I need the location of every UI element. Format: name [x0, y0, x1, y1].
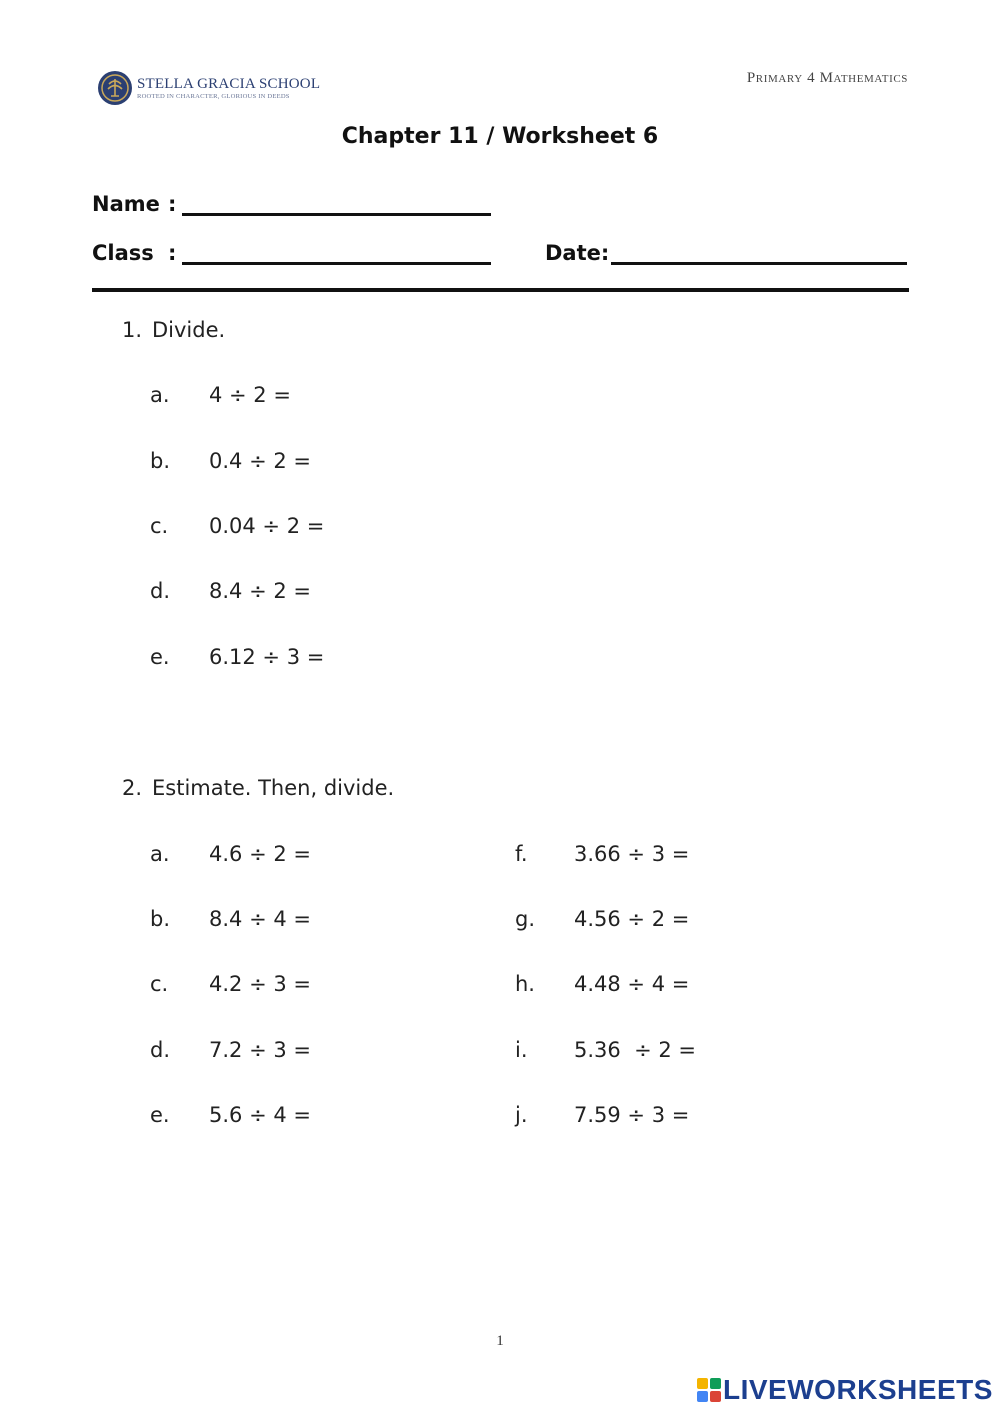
name-input-line[interactable] [182, 213, 491, 216]
liveworksheets-brand[interactable] [697, 1376, 993, 1404]
question-1-heading [122, 318, 225, 342]
item-letter: e. [150, 645, 170, 669]
name-field [92, 192, 502, 224]
school-logo [97, 68, 320, 108]
date-input-line[interactable] [611, 262, 907, 265]
item-expression: 4.56 ÷ 2 = [574, 907, 690, 931]
item-expression: 4.48 ÷ 4 = [574, 972, 690, 996]
item-letter: e. [150, 1103, 170, 1127]
item-expression: 0.04 ÷ 2 = [209, 514, 325, 538]
question-1-instruction: Divide. [152, 318, 226, 342]
school-name: STELLA GRACIA SCHOOL [137, 75, 321, 92]
page-number: 1 [496, 1333, 504, 1349]
item-letter: j. [515, 1103, 528, 1127]
class-field [92, 241, 502, 273]
item-letter: c. [150, 514, 169, 538]
liveworksheets-logo-icon [697, 1378, 721, 1402]
question-2-heading [122, 776, 394, 800]
item-expression: 7.59 ÷ 3 = [574, 1103, 690, 1127]
item-letter: b. [150, 907, 171, 931]
question-1-number: 1. [122, 318, 143, 342]
item-expression: 4 ÷ 2 = [209, 383, 291, 407]
item-letter: c. [150, 972, 169, 996]
item-expression: 8.4 ÷ 2 = [209, 579, 311, 603]
item-expression: 4.2 ÷ 3 = [209, 972, 311, 996]
item-expression: 5.36 ÷ 2 = [574, 1038, 697, 1062]
header-divider [92, 288, 909, 292]
item-letter: a. [150, 383, 170, 407]
brand-text: LIVEWORKSHEETS [723, 1374, 993, 1405]
item-expression: 5.6 ÷ 4 = [209, 1103, 311, 1127]
class-colon: : [168, 241, 177, 265]
item-letter: d. [150, 1038, 171, 1062]
name-colon: : [168, 192, 177, 216]
item-expression: 6.12 ÷ 3 = [209, 645, 325, 669]
item-letter: i. [515, 1038, 528, 1062]
name-label: Name [92, 192, 160, 216]
item-expression: 8.4 ÷ 4 = [209, 907, 311, 931]
question-2-number: 2. [122, 776, 143, 800]
date-field [545, 241, 625, 273]
school-crest-icon [97, 70, 133, 106]
school-motto: ROOTED IN CHARACTER, GLORIOUS IN DEEDS [137, 92, 290, 100]
question-2-instruction: Estimate. Then, divide. [152, 776, 395, 800]
item-letter: b. [150, 449, 171, 473]
item-expression: 4.6 ÷ 2 = [209, 842, 311, 866]
subject-label: Primary 4 Mathematics [746, 70, 908, 86]
item-expression: 3.66 ÷ 3 = [574, 842, 690, 866]
worksheet-title: Chapter 11 / Worksheet 6 [341, 124, 659, 149]
item-letter: h. [515, 972, 535, 996]
item-letter: g. [515, 907, 536, 931]
date-label: Date: [545, 241, 610, 265]
item-expression: 7.2 ÷ 3 = [209, 1038, 311, 1062]
class-input-line[interactable] [182, 262, 491, 265]
item-expression: 0.4 ÷ 2 = [209, 449, 311, 473]
item-letter: a. [150, 842, 170, 866]
class-label: Class [92, 241, 154, 265]
item-letter: d. [150, 579, 171, 603]
item-letter: f. [515, 842, 528, 866]
